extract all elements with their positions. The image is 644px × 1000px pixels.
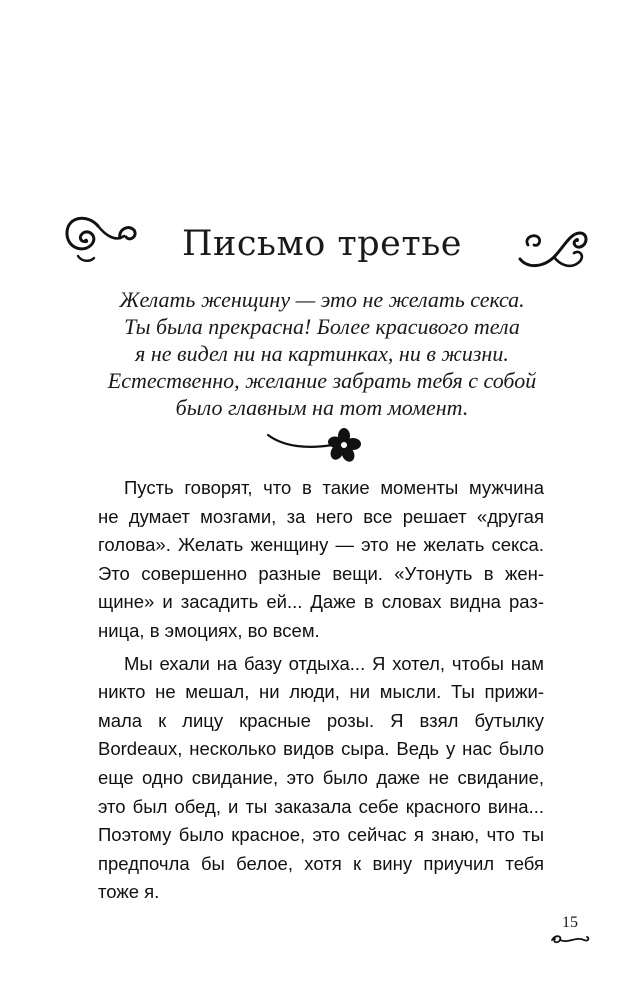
- paragraph-1: [98, 474, 544, 646]
- epigraph: [60, 286, 584, 421]
- right-swirl-ornament-icon: [514, 223, 590, 279]
- epigraph-line: я не видел ни на картинках, ни в жизни.: [135, 341, 509, 366]
- chapter-title: Письмо третье: [181, 224, 463, 264]
- page-number-swirl-icon: [548, 932, 592, 951]
- body-line: никто не мешал, ни люди, ни мысли. Ты прижи-: [98, 681, 544, 703]
- body-text: [98, 474, 544, 907]
- body-line: Пусть говорят, что в такие моменты мужчина: [124, 477, 544, 498]
- body-line: Bordeaux, несколько видов сыра. Ведь у нас было: [98, 738, 544, 760]
- body-line: мала к лицу красные розы. Я взял бутылку: [98, 709, 544, 731]
- body-line: голова». Желать женщину — это не желать секса.: [98, 534, 544, 556]
- epigraph-line: Желать женщину — это не желать секса.: [119, 287, 525, 312]
- epigraph-line: Естественно, желание забрать тебя с собой: [107, 368, 537, 393]
- body-line: тоже я.: [98, 881, 160, 903]
- body-line: щине» и засадить ей... Даже в словах видна раз-: [98, 591, 544, 613]
- body-line: это был обед, и ты заказала себе красного вина...: [98, 795, 544, 817]
- body-line: еще одно свидание, это было даже не свидание,: [98, 766, 544, 788]
- epigraph-line: Ты была прекрасна! Более красивого тела: [124, 314, 520, 339]
- body-line: Поэтому было красное, это сейчас я знаю, что ты: [98, 824, 544, 846]
- body-line: Мы ехали на базу отдыха... Я хотел, чтобы нам: [124, 652, 544, 674]
- flower-divider-icon: [264, 427, 364, 472]
- body-line: предпочла бы белое, хотя к вину приучил тебя: [98, 852, 544, 874]
- body-line: Это совершенно разные вещи. «Утонуть в жен-: [98, 562, 544, 584]
- epigraph-line: было главным на тот момент.: [175, 395, 469, 420]
- paragraph-2: [98, 650, 544, 907]
- page-number: 15: [562, 914, 578, 931]
- body-line: не думает мозгами, за него все решает «другая: [98, 505, 544, 527]
- body-line: ница, в эмоциях, во всем.: [98, 619, 320, 641]
